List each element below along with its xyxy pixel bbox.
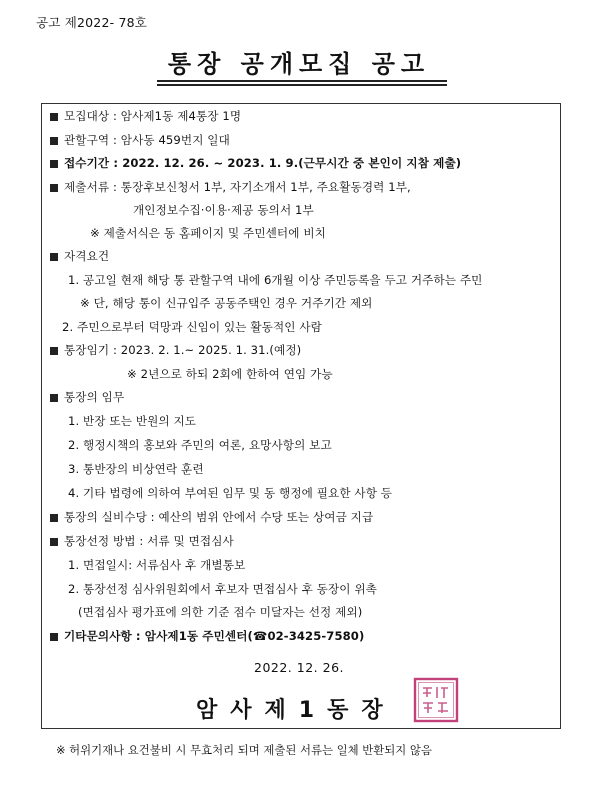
qualification-item-2: 2. 주민으로부터 덕망과 신임이 있는 활동적인 사람 [62,320,322,334]
documents-text-1: 제출서류 : 통장후보신청서 1부, 자기소개서 1부, 주요활동경력 1부, [64,180,411,194]
bullet-square [50,633,58,641]
bullet-square [50,347,58,355]
documents-text-2: 개인정보수집·이용·제공 동의서 1부 [133,203,314,217]
reception-period-row [50,155,461,171]
qualification-item-1: 1. 공고일 현재 해당 통 관할구역 내에 6개월 이상 주민등록을 두고 거주하는 주민 [68,273,483,287]
selection-item-2: 2. 통장선정 심사위원회에서 후보자 면접심사 후 동장이 위촉 [68,582,377,596]
page-title: 통장 공개모집 공고 [167,50,431,78]
bullet-square [50,538,58,546]
term-row [50,342,301,358]
selection-note: (면접심사 평가표에 의한 기준 점수 미달자는 선정 제외) [78,605,363,619]
bullet-square [50,113,58,121]
duty-item-3: 3. 통반장의 비상연락 훈련 [68,462,204,476]
reception-period-text: 접수기간 : 2022. 12. 26. ~ 2023. 1. 9.(근무시간 중 본인이 지참 제출) [64,156,462,170]
bullet-square [50,184,58,192]
duties-heading-row [50,389,124,405]
selection-method-text: 통장선정 방법 : 서류 및 면접심사 [64,534,234,548]
duty-item-4: 4. 기타 법령에 의하여 부여된 임무 및 동 행정에 필요한 사항 등 [68,486,393,500]
notice-number: 공고 제2022- 78호 [36,15,148,30]
recruit-target-text: 모집대상 : 암사제1동 제4통장 1명 [64,109,242,123]
bullet-square [50,253,58,261]
official-seal [413,677,459,723]
issuing-organization: 암사제1동장 [196,698,396,723]
inquiry-text: 기타문의사항 : 암사제1동 주민센터(☎02-3425-7580) [64,629,365,643]
bullet-square [50,160,58,168]
title-underline-top [157,80,447,82]
allowance-row [50,509,373,525]
jurisdiction-text: 관할구역 : 암사동 459번지 일대 [64,133,230,147]
selection-item-1: 1. 면접일시: 서류심사 후 개별통보 [68,558,246,572]
bullet-square [50,394,58,402]
jurisdiction-row [50,132,230,148]
inquiry-row [50,628,364,644]
term-text: 통장임기 : 2023. 2. 1.~ 2025. 1. 31.(예정) [64,343,302,357]
term-note: ※ 2년으로 하되 2회에 한하여 연임 가능 [127,367,333,381]
qualification-item-1-note: ※ 단, 해당 통이 신규입주 공동주택인 경우 거주기간 제외 [80,296,373,310]
documents-row [50,179,411,195]
selection-method-row [50,533,234,549]
notice-date: 2022. 12. 26. [254,660,344,675]
duty-item-1: 1. 반장 또는 반원의 지도 [68,414,197,428]
footer-note: ※ 허위기재나 요건불비 시 무효처리 되며 제출된 서류는 일체 반환되지 않음 [56,743,432,757]
recruit-target-row [50,108,241,124]
documents-note: ※ 제출서식은 동 홈페이지 및 주민센터에 비치 [90,226,326,240]
bullet-square [50,137,58,145]
duties-heading: 통장의 임무 [64,390,125,404]
qualification-heading-row [50,248,109,264]
qualification-heading: 자격요건 [64,249,110,263]
allowance-text: 통장의 실비수당 : 예산의 범위 안에서 수당 또는 상여금 지급 [64,510,374,524]
title-underline-bottom [157,84,447,86]
bullet-square [50,514,58,522]
duty-item-2: 2. 행정시책의 홍보와 주민의 여론, 요망사항의 보고 [68,438,332,452]
